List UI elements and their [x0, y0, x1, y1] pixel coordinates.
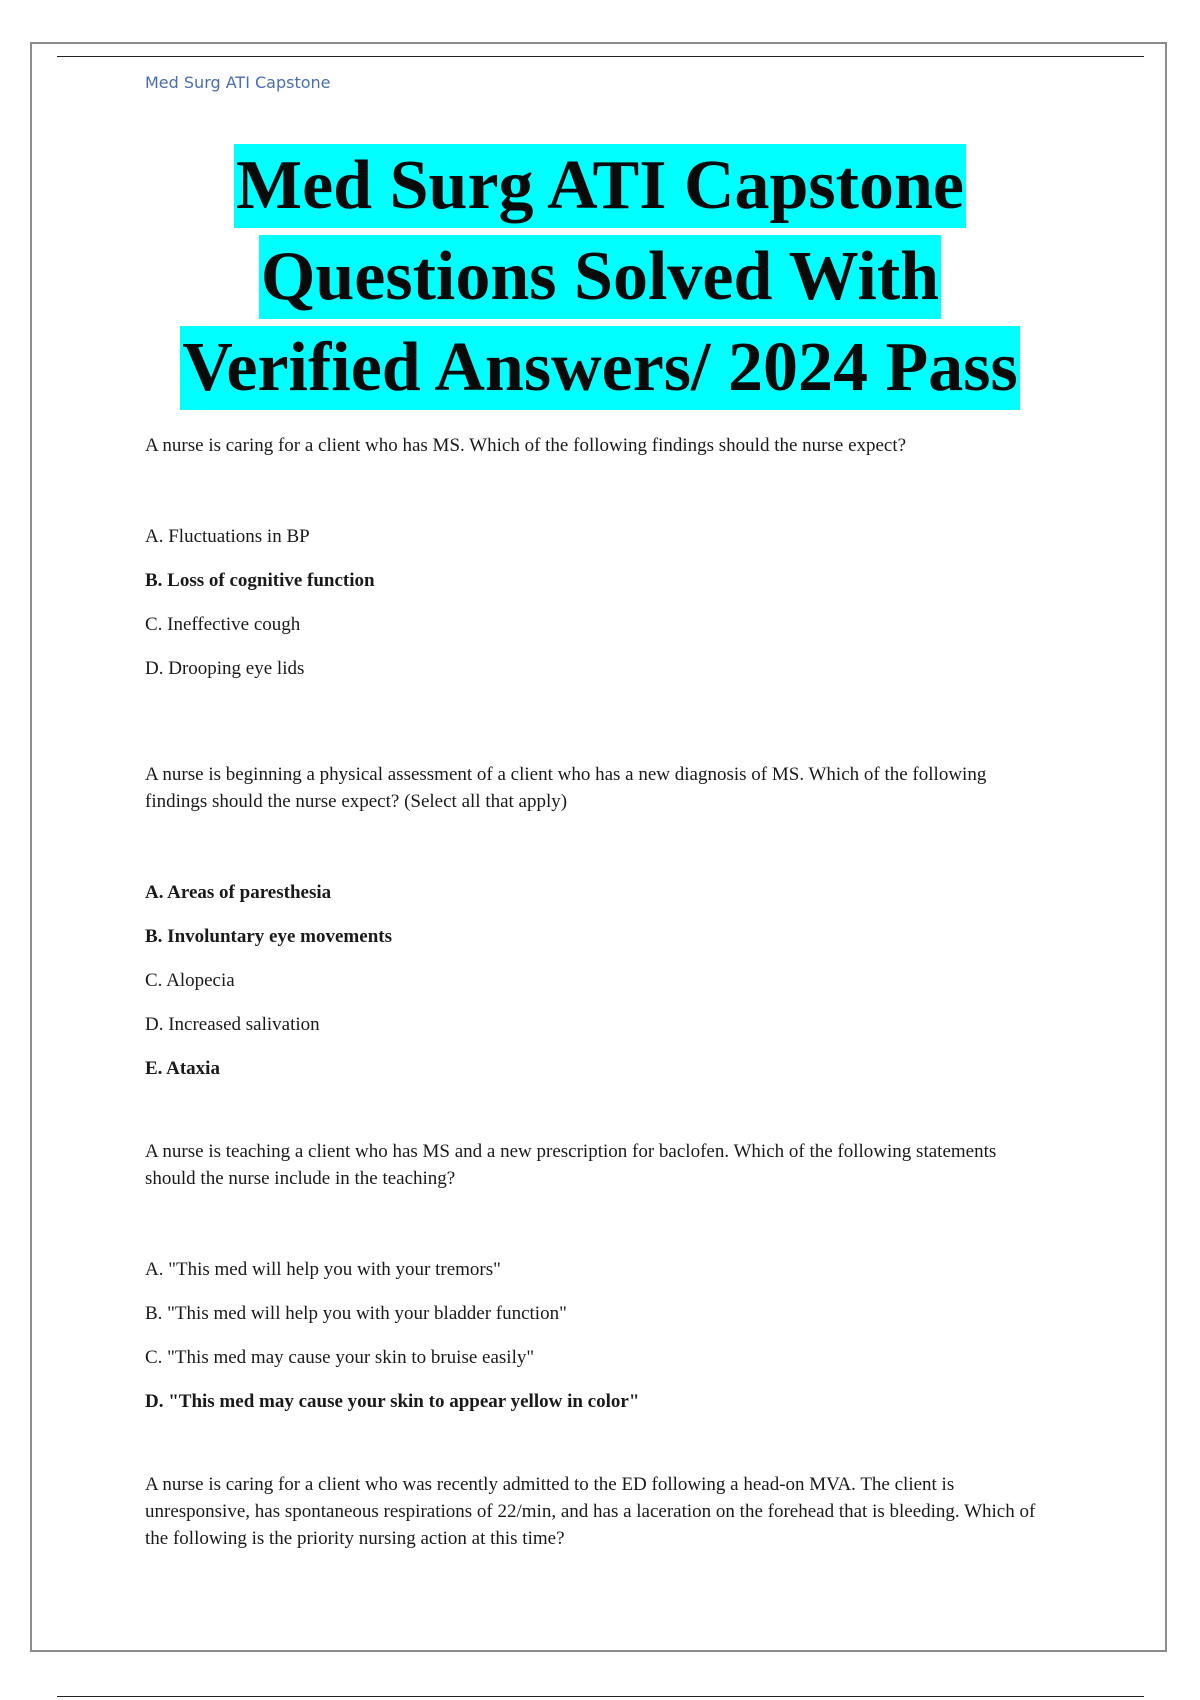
option-1c: C. Ineffective cough — [145, 614, 301, 635]
option-list-1 — [145, 515, 1045, 691]
question-text-2: A nurse is beginning a physical assessment of a client who has a new diagnosis of MS. Which of the following findings should the nurse expect? (Select all that apply) — [145, 764, 987, 812]
option-list-3 — [145, 1248, 1045, 1424]
document-title — [60, 144, 1140, 417]
option-3d-correct: D. "This med may cause your skin to appear yellow in color" — [145, 1391, 640, 1412]
question-block-2 — [145, 761, 1045, 1138]
option-2c: C. Alopecia — [145, 970, 235, 991]
option-3a: A. "This med will help you with your tremors" — [145, 1259, 501, 1280]
question-text-4: A nurse is caring for a client who was recently admitted to the ED following a head-on MVA. The client is unresponsive, has spontaneous respirations of 22/min, and has a laceration on the forehead that is bleeding. Which of the following is the priority nursing action at this time? — [145, 1474, 1036, 1549]
option-2e-correct: E. Ataxia — [145, 1058, 220, 1079]
option-1a: A. Fluctuations in BP — [145, 526, 310, 547]
running-header: Med Surg ATI Capstone — [145, 73, 331, 92]
question-text-1: A nurse is caring for a client who has MS. Which of the following findings should the nurse expect? — [145, 435, 907, 456]
question-block-1 — [145, 432, 1045, 761]
question-text-3: A nurse is teaching a client who has MS and a new prescription for baclofen. Which of the following statements should the nurse include in the teaching? — [145, 1141, 997, 1189]
option-3b: B. "This med will help you with your bladder function" — [145, 1303, 567, 1324]
option-2a-correct: A. Areas of paresthesia — [145, 882, 332, 903]
option-2d: D. Increased salivation — [145, 1014, 320, 1035]
title-line-2: Questions Solved With — [259, 235, 941, 319]
title-line-1: Med Surg ATI Capstone — [234, 144, 966, 228]
option-1b-correct: B. Loss of cognitive function — [145, 570, 375, 591]
question-block-3 — [145, 1138, 1045, 1471]
bottom-rule — [57, 1696, 1144, 1697]
question-block-4 — [145, 1471, 1045, 1552]
option-3c: C. "This med may cause your skin to bruise easily" — [145, 1347, 535, 1368]
option-list-2 — [145, 871, 1045, 1091]
title-line-3: Verified Answers/ 2024 Pass — [180, 326, 1019, 410]
question-list — [145, 432, 1045, 1552]
top-rule — [57, 56, 1144, 57]
option-1d: D. Drooping eye lids — [145, 658, 305, 679]
option-2b-correct: B. Involuntary eye movements — [145, 926, 392, 947]
